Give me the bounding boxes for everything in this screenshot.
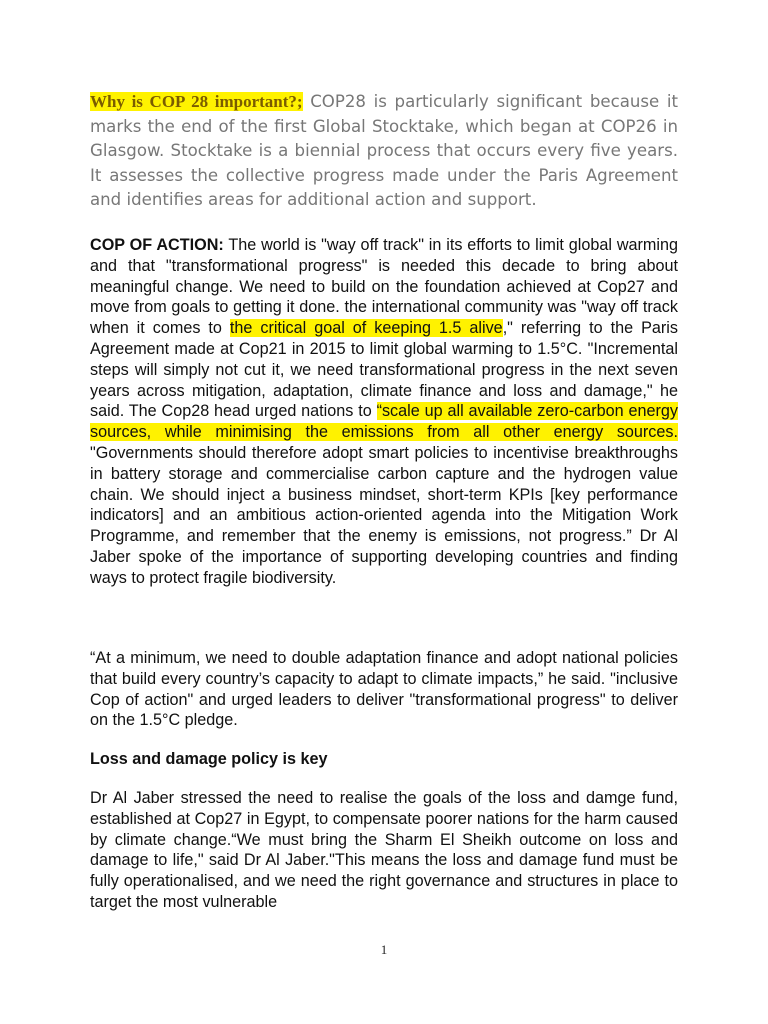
intro-question: Why is COP 28 important?; xyxy=(90,92,303,111)
intro-paragraph xyxy=(90,90,678,213)
intro-text: COP28 is particularly significant because it marks the end of the first Global Stocktake, which began at COP26 in Glasgow. Stocktake is a biennial process that occurs every five years. It assesses the collective progress made under the Paris Agreement and identifies areas for additional action and support. xyxy=(90,92,678,209)
cop-of-action-text-2: ," referring to the Paris Agreement made at Cop21 in 2015 to limit global warming to 1.5°C. "Incremental steps will simply not cut it, we need transformational progress in the next seven years across mitigation, adaptation, climate finance and loss and damage," he said. The Cop28 head urged nations to xyxy=(90,319,678,421)
cop-of-action-text-1: The world is "way off track" in its efforts to limit global warming and that "transformational progress" is needed this decade to bring about meaningful change. We need to build on the foundation achieved at Cop27 and move from goals to getting it done. the international community was "way off track when it comes to xyxy=(90,236,678,338)
loss-damage-paragraph: Dr Al Jaber stressed the need to realise the goals of the loss and damge fund, established at Cop27 in Egypt, to compensate poorer nations for the harm caused by climate change.“We must bring the Sharm El Sheikh outcome on loss and damage to life," said Dr Al Jaber."This means the loss and damage fund must be fully operationalised, and we need the right governance and structures in place to target the most vulnerable xyxy=(90,789,678,911)
minimum-paragraph: “At a minimum, we need to double adaptation finance and adopt national policies that build every country’s capacity to adapt to climate impacts,” he said. "inclusive Cop of action" and urged leaders to deliver "transformational progress" to deliver on the 1.5°C pledge. xyxy=(90,649,678,730)
highlight-critical-goal: the critical goal of keeping 1.5 alive xyxy=(229,319,503,338)
cop-of-action-label: COP OF ACTION: xyxy=(90,236,224,254)
highlight-scale-up: “scale up all available zero-carbon energy sources, while minimising the emissions from all other energy sources. xyxy=(90,402,678,442)
loss-damage-heading: Loss and damage policy is key xyxy=(90,750,328,768)
page-number: 1 xyxy=(380,942,388,957)
cop-of-action-paragraph xyxy=(90,235,678,589)
cop-of-action-text-3: "Governments should therefore adopt smart policies to incentivise breakthroughs in battery storage and commercialise carbon capture and the hydrogen value chain. We should inject a business mindset, short-term KPIs [key performance indicators] and an ambitious action-oriented agenda into the Mitigation Work Programme, and remember that the enemy is emissions, not progress.” Dr Al Jaber spoke of the importance of supporting developing countries and finding ways to protect fragile biodiversity. xyxy=(90,443,678,587)
